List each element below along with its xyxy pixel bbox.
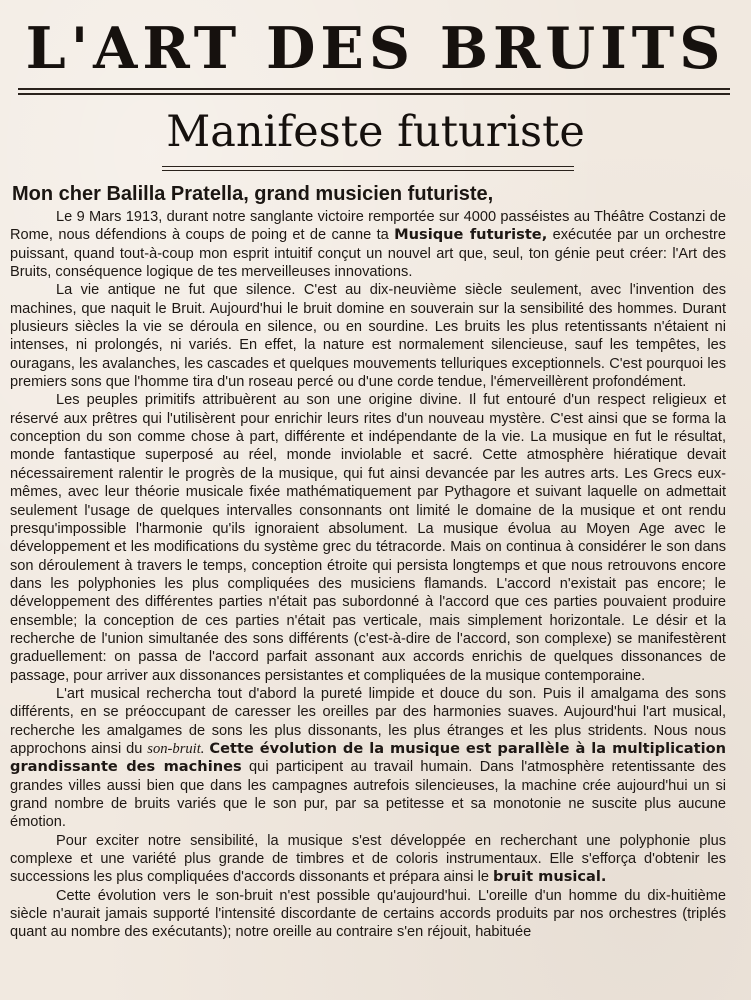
title-rule-top	[18, 88, 730, 90]
paragraph-5	[10, 832, 726, 887]
paragraph-1	[10, 208, 726, 281]
page-title: L'ART DES BRUITS	[25, 15, 726, 82]
page-subtitle: Manifeste futuriste	[166, 107, 585, 157]
letter-salutation: Mon cher Balilla Pratella, grand musicien futuriste,	[12, 183, 494, 205]
title-rule-bottom	[18, 93, 730, 95]
paragraph-3: Les peuples primitifs attribuèrent au son une origine divine. Il fut entouré d'un respect religieux et réservé aux prêtres qui l'utilisèrent pour enrichir leurs rites d'un nouveau mystère. C'est ainsi que se forma la conception du son comme chose à part, différente et indépendante de la vie. La musique en fut le résultat, monde fantastique superposé au réel, monde inviolable et sacré. Cette atmosphère hiératique devait nécessairement ralentir le progrès de la musique, qui fut ainsi devancée par les autres arts. Les Grecs eux-mêmes, avec leur théorie musicale fixée mathématiquement par Pythagore et suivant laquelle on admettait seulement l'usage de quelques intervalles consonnants ont limité le domaine de la musique et ont rendu presqu'impossible l'harmonie qu'ils ignoraient absolument. La musique évolua au Moyen Age avec le développement et les modifications du système grec du tétracorde. Mais on continua à considérer le son dans son déroulement à travers le temps, conception étroite qui persista longtemps et que nous retrouvons encore dans les polyphonies les plus compliquées des musiciens flamands. L'accord n'existait pas encore; le développement des différentes parties n'était pas subordonné à l'accord que ces parties pouvaient produire ensemble; la conception de ces parties n'était pas verticale, mais simplement horizontale. Le désir et la recherche de l'union simultanée des sons différents (c'est-à-dire de l'accord, son complexe) se manifestèrent graduellement: on passa de l'accord parfait assonant aux accords enrichis de quelques dissonances de passage, pour arriver aux dissonances persistantes et compliquées de la musique contemporaine.	[10, 392, 726, 684]
emphasis-son-bruit: son-bruit.	[147, 740, 205, 757]
emphasis-musique-futuriste: Musique futuriste,	[394, 226, 548, 244]
paragraph-4-continuation: qui participent au travail humain. Dans l'atmosphère retentissante des grandes villes aussi bien que dans les campagnes autrefois silencieuses, la machine crée aujourd'hui un si grand nombre de bruits variés que le son pur, par sa petitesse et sa monotonie ne suscite plus aucune émotion.	[10, 759, 727, 831]
subtitle-rule-top	[162, 166, 574, 167]
paragraph-2: La vie antique ne fut que silence. C'est au dix-neuvième siècle seulement, avec l'invention des machines, que naquit le Bruit. Aujourd'hui le bruit domine en souverain sur la sensibilité des hommes. Durant plusieurs siècles la vie se déroula en silence, ou en sourdine. Les bruits les plus retentissants n'étaient ni intenses, ni prolongés, ni variés. En effet, la nature est normalement silencieuse, sauf les tempêtes, les ouragans, les avalanches, les cascades et quelques mouvements telluriques exceptionnels. C'est pourquoi les premiers sons que l'homme tira d'un roseau percé ou d'une corde tendue, l'émerveillèrent profondément.	[10, 282, 726, 391]
letter-body	[10, 208, 726, 942]
subtitle-rule-bottom	[162, 170, 574, 171]
paragraph-4-text: L'art musical rechercha tout d'abord la pureté limpide et douce du son. Puis il amalgama des sons différents, en se préoccupant de caresser les oreilles par des harmonies suaves. Aujourd'hui l'art musical, recherche les amalgames de sons les plus dissonants, les plus étranges et les plus stridents. Nous nous approchons ainsi du	[10, 685, 726, 757]
paragraph-5-text: Pour exciter notre sensibilité, la musique s'est développée en recherchant une polyphonie plus complexe et une variété plus grande de timbres et de coloris instrumentaux. Elle s'efforça d'obtenir les successions les plus compliquées d'accords dissonants et prépara ainsi le	[10, 832, 726, 886]
emphasis-bruit-musical: bruit musical.	[493, 868, 607, 886]
paragraph-4	[10, 685, 726, 832]
paragraph-1-continuation: exécutée par un orchestre puissant, quand tout-à-coup mon esprit intuitif conçut un nouvel art que, seul, ton génie peut créer: l'Art des Bruits, conséquence logique de tes merveilleuses innovations.	[10, 227, 726, 281]
emphasis-evolution-machines: Cette évolution de la musique est parallèle à la multiplication grandissante des machines	[10, 739, 727, 776]
paragraph-6: Cette évolution vers le son-bruit n'est possible qu'aujourd'hui. L'oreille d'un homme du dix-huitième siècle n'aurait jamais supporté l'intensité discordante de certains accords produits par nos orchestres (triplés quant au nombre des exécutants); notre oreille au contraire s'en réjouit, habituée	[10, 887, 726, 941]
paragraph-1-text: Le 9 Mars 1913, durant notre sanglante victoire remportée sur 4000 passéistes au Théâtre Costanzi de Rome, nous défendions à coups de poing et de canne ta	[10, 209, 726, 244]
